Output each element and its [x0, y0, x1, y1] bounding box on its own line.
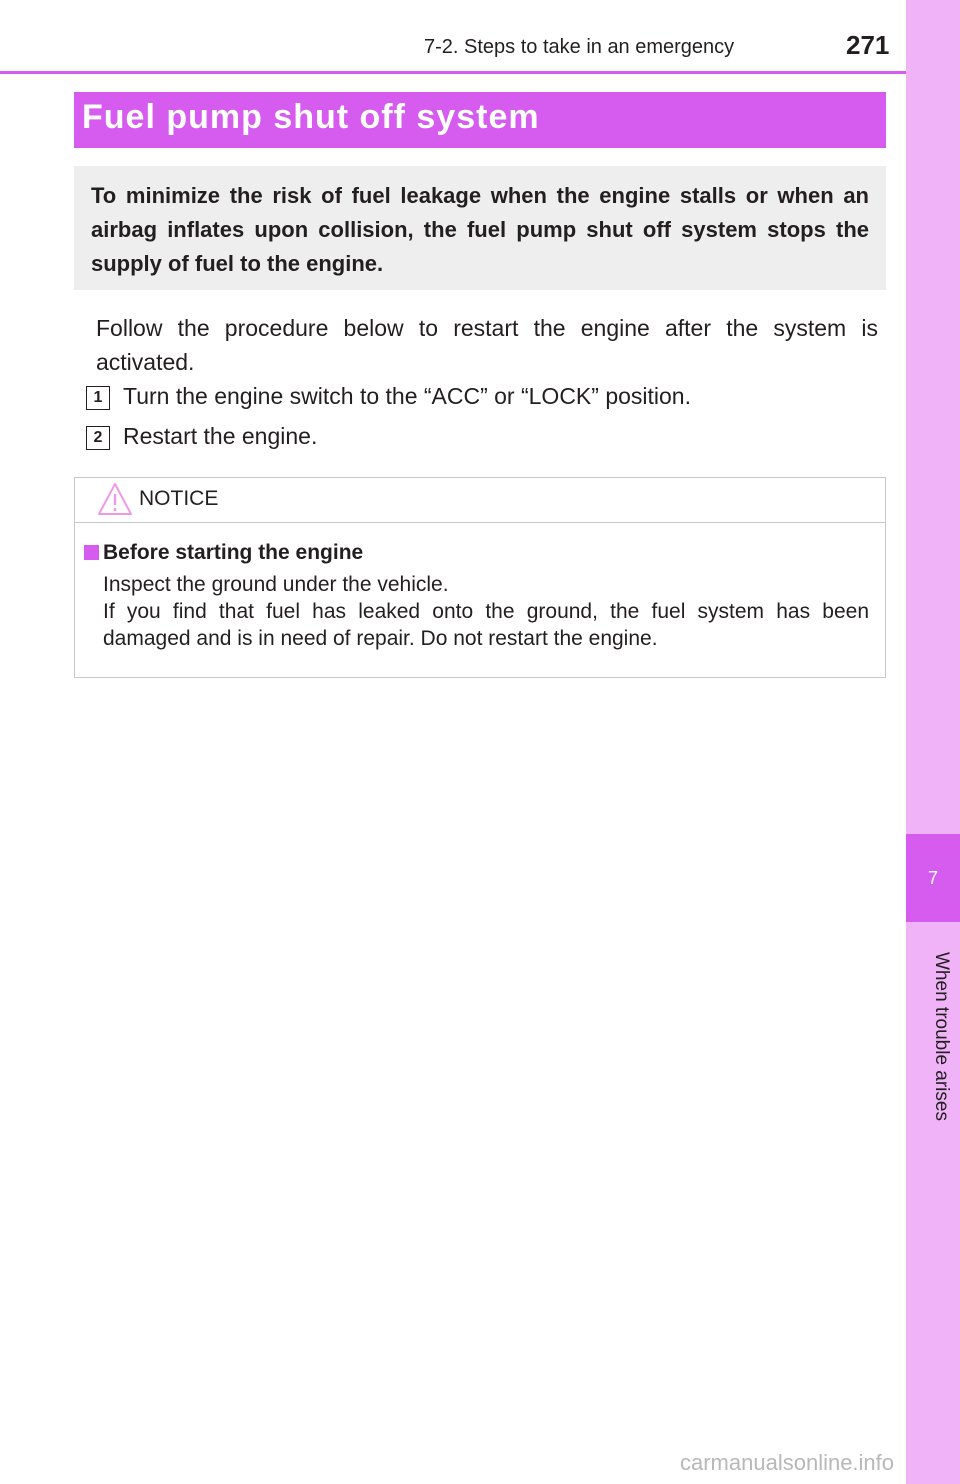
notice-subheading: Before starting the engine: [103, 541, 364, 564]
step-number-badge: 2: [86, 426, 110, 450]
notice-body: [103, 571, 869, 652]
intro-box: [74, 166, 886, 290]
square-bullet-icon: [84, 545, 99, 560]
header-divider: [0, 71, 906, 74]
notice-label: NOTICE: [139, 487, 219, 510]
title-banner: [74, 92, 886, 148]
step-text: Turn the engine switch to the “ACC” or “LOCK” position.: [123, 383, 691, 409]
page-title: Fuel pump shut off system: [82, 98, 540, 136]
step-item: [86, 423, 886, 456]
step-item: [86, 383, 886, 416]
warning-triangle-icon: [97, 482, 133, 516]
watermark: carmanualsonline.info: [680, 1450, 895, 1475]
chapter-side-tab: [906, 0, 960, 1484]
step-text: Restart the engine.: [123, 423, 318, 449]
chapter-title-vertical: When trouble arises: [931, 951, 952, 1121]
notice-box: [74, 477, 886, 678]
page-number: 271: [846, 30, 890, 60]
notice-line: If you find that fuel has leaked onto the ground, the fuel system has been damaged and is in need of repair. Do not restart the engine.: [103, 600, 869, 650]
body-paragraph: Follow the procedure below to restart the engine after the system is activated.: [96, 315, 878, 375]
section-heading: 7-2. Steps to take in an emergency: [424, 36, 735, 58]
step-number-badge: 1: [86, 386, 110, 410]
notice-line: Inspect the ground under the vehicle.: [103, 573, 449, 596]
intro-text: To minimize the risk of fuel leakage when the engine stalls or when an airbag inflates upon collision, the fuel pump shut off system stops the supply of fuel to the engine.: [91, 183, 869, 276]
chapter-number-badge: 7: [906, 834, 960, 922]
notice-header: [75, 478, 885, 523]
